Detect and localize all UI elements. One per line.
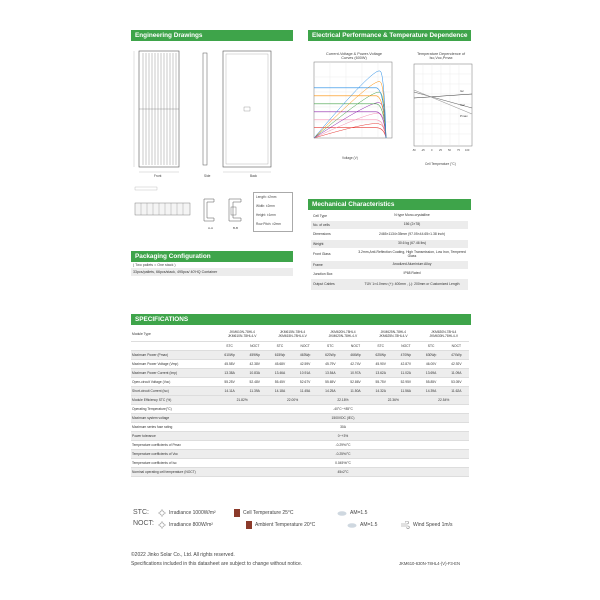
legend-am-noct: AM=1.5 [347, 522, 377, 528]
footer-copyright: ©2022 Jinko Solar Co., Ltd. All rights reserved. [131, 552, 235, 558]
xtick: 100 [465, 149, 470, 152]
spec-value-cell: 470Wp [393, 351, 418, 360]
spec-value-cell: 30A [217, 423, 469, 432]
spec-value-cell: 10.97A [343, 369, 368, 378]
spec-value-cell: 459Wp [242, 351, 267, 360]
legend-irradiance-1000: Irradiance 1000W/m² [158, 509, 216, 517]
side-label: Side [204, 174, 211, 178]
chart-right-xlabel: Cell Temperature (°C) [425, 162, 456, 166]
back-view-drawing [223, 51, 271, 172]
spec-value-cell: -0.25%/°C [217, 450, 469, 459]
wind-icon [400, 521, 410, 529]
spec-value-cell: 13.69A [419, 369, 444, 378]
footer-document-code: JKM610-630N-78HL4-(V)-F3-EN [399, 561, 460, 566]
spec-value-cell: 0~+3% [217, 432, 469, 441]
spec-label-cell: Temperature coefficients of Voc [131, 450, 217, 459]
model-name-v: JKM620N-78HL4-V [328, 334, 358, 338]
chart-left-xlabel: Voltage (V) [342, 156, 358, 160]
spec-value-cell: STC [368, 342, 393, 351]
tolerance-length: Length: ±2mm [256, 195, 277, 199]
section-header-mechanical: Mechanical Characteristics [308, 199, 471, 210]
spec-label-cell: Temperature coefficients of Pmax [131, 441, 217, 450]
spec-header-row [131, 327, 469, 342]
spec-value-cell: 22.00% [267, 396, 317, 405]
mechanical-label: Front Glass [313, 252, 331, 256]
section-header-specifications: SPECIFICATIONS [131, 314, 471, 325]
cloud-icon [347, 522, 357, 528]
spec-label-cell: Maximum Power Current (Imp) [131, 369, 217, 378]
section-header-packaging: Packaging Configuration [131, 251, 293, 262]
spec-value-cell: 42.87V [393, 360, 418, 369]
mechanical-value: 3.2mm,Anti-Reflection Coating, High Transmission, Low Iron, Tempered Glass [358, 249, 466, 258]
spec-value-cell: 10.83A [242, 369, 267, 378]
back-label: Back [250, 174, 258, 178]
sun-icon [158, 509, 166, 517]
spec-value-cell: 45.90V [368, 360, 393, 369]
mechanical-row [311, 230, 468, 239]
spec-value-cell: 13.54A [318, 369, 343, 378]
spec-value-cell: STC [318, 342, 343, 351]
spec-label-cell: Maximum series fuse rating [131, 423, 217, 432]
mechanical-label: No. of cells [313, 223, 330, 227]
tolerance-width: Width: ±2mm [256, 204, 275, 208]
spec-row [131, 414, 469, 423]
spec-value-cell: STC [267, 342, 292, 351]
svg-text:A-A: A-A [208, 226, 214, 230]
spec-value-cell: 474Wp [444, 351, 469, 360]
spec-value-cell: 53.05V [444, 378, 469, 387]
spec-value-cell: 52.95V [393, 378, 418, 387]
noct-label: NOCT: [133, 520, 154, 527]
spec-value-cell: 45±2°C [217, 468, 469, 477]
legend-am-stc: AM=1.5 [337, 510, 367, 516]
pmax-label: Pmax [460, 114, 468, 118]
spec-value-cell: 45.58V [217, 360, 242, 369]
mechanical-value: N type Mono-crystalline [394, 213, 430, 218]
spec-value-cell: 620Wp [318, 351, 343, 360]
legend-cell-temperature: Cell Temperature 25°C [234, 509, 294, 517]
spec-value-cell: 46.00V [419, 360, 444, 369]
spec-value-cell: 14.25A [318, 387, 343, 396]
spec-value-cell: 55.75V [368, 378, 393, 387]
model-name: JKM625N-78HL4 [380, 330, 406, 334]
spec-value-cell: NOCT [393, 342, 418, 351]
xtick: 50 [448, 149, 451, 152]
model-name: JKM620N-78HL4 [330, 330, 356, 334]
model-name-v: JKM610N-78HL4-V [227, 334, 257, 338]
spec-value-cell [419, 327, 470, 342]
model-name: JKM630N-78HL4 [431, 330, 457, 334]
spec-row [131, 387, 469, 396]
spec-value-cell: 22.36% [368, 396, 418, 405]
spec-row [131, 378, 469, 387]
spec-row [131, 468, 469, 477]
spec-value-cell: 52.48V [242, 378, 267, 387]
spec-value-cell: 1500VDC (IEC) [217, 414, 469, 423]
front-label: Front [154, 174, 162, 178]
spec-value-cell: 10.91A [293, 369, 318, 378]
spec-value-cell: 45.68V [267, 360, 292, 369]
tolerance-row-pitch: Row Pitch: ±2mm [256, 222, 281, 226]
legend-ambient-temperature: Ambient Temperature 20°C [246, 521, 315, 529]
spec-row [131, 360, 469, 369]
specifications-table [131, 327, 469, 477]
chart-right-title: Temperature Dependence of Isc,Voc,Pmax [416, 52, 466, 60]
spec-label-cell: Short-circuit Current (Isc) [131, 387, 217, 396]
spec-label-cell: Power tolerance [131, 432, 217, 441]
spec-value-cell: 55.25V [217, 378, 242, 387]
spec-value-cell: 13.46A [267, 369, 292, 378]
spec-label-cell [131, 342, 217, 351]
mechanical-row [311, 221, 468, 229]
spec-value-cell: NOCT [242, 342, 267, 351]
mechanical-value: 156 (2×78) [403, 222, 421, 227]
spec-value-cell: 0.045%/°C [217, 459, 469, 468]
spec-value-cell: 22.54% [419, 396, 470, 405]
section-header-engineering: Engineering Drawings [131, 30, 293, 41]
section-header-electrical: Electrical Performance & Temperature Dependence [308, 30, 471, 41]
front-view-drawing [134, 51, 179, 172]
voc-label: Voc [460, 103, 466, 107]
spec-row [131, 459, 469, 468]
tolerance-height: Height: ±1mm [256, 213, 276, 217]
spec-value-cell: 14.39A [419, 387, 444, 396]
spec-value-cell: 55.85V [419, 378, 444, 387]
svg-text:B-B: B-B [233, 226, 239, 230]
spec-label-cell: Open-circuit Voltage (Voc) [131, 378, 217, 387]
spec-value-cell: 11.62A [444, 387, 469, 396]
spec-label-cell: Module Type [131, 327, 217, 342]
spec-row [131, 432, 469, 441]
spec-value-cell [217, 327, 267, 342]
mechanical-row [311, 240, 468, 248]
spec-value-cell: -0.29%/°C [217, 441, 469, 450]
model-name-v: JKM625N-78HL4-V [379, 334, 408, 338]
spec-value-cell: 11.39A [242, 387, 267, 396]
thermometer-icon [234, 509, 240, 517]
spec-label-cell: Maximum Power (Pmax) [131, 351, 217, 360]
temperature-dependence-chart [408, 62, 474, 156]
spec-value-cell: 42.74V [343, 360, 368, 369]
mechanical-row [311, 212, 468, 220]
packaging-note: ( Two pallets = One stack ) [133, 263, 176, 267]
model-name-v: JKM630N-78HL4-V [429, 334, 459, 338]
spec-label-cell: Temperature coefficients of Isc [131, 459, 217, 468]
engineering-drawings [131, 45, 301, 195]
iv-pv-curves-chart [308, 60, 400, 152]
spec-value-cell: 625Wp [368, 351, 393, 360]
spec-value-cell: 13.62A [368, 369, 393, 378]
spec-label-cell: Maximum Power Voltage (Vmp) [131, 360, 217, 369]
isc-label: Isc [460, 89, 464, 93]
model-name: JKM610N-78HL4 [229, 330, 255, 334]
spec-row [131, 351, 469, 360]
spec-label-cell: Module Efficiency STC (%) [131, 396, 217, 405]
tolerance-box [253, 192, 293, 232]
spec-value-cell: 55.65V [318, 378, 343, 387]
xtick: 75 [457, 149, 460, 152]
xtick: -25 [421, 149, 425, 152]
xtick: -50 [412, 149, 416, 152]
packaging-line: 33pcs/pallets, 66pcs/stack, 495pcs/ 40'HQ Container [131, 268, 293, 276]
model-name: JKM615N-78HL4 [279, 330, 306, 334]
spec-value-cell: 630Wp [419, 351, 444, 360]
stc-label: STC: [133, 509, 149, 516]
spec-value-cell: 42.92V [444, 360, 469, 369]
mechanical-row [311, 279, 468, 290]
spec-value-cell: STC [419, 342, 444, 351]
spec-value-cell: 615Wp [267, 351, 292, 360]
mechanical-label: Dimensions [313, 232, 331, 236]
spec-label-cell: Nominal operating cell temperature (NOCT) [131, 468, 217, 477]
spec-value-cell: 42.38V [242, 360, 267, 369]
spec-value-cell: 11.02A [393, 369, 418, 378]
mechanical-label: Cell Type [313, 214, 328, 218]
chart-left-title: Current-Voltage & Power-Voltage Curves (600W) [326, 52, 382, 60]
mechanical-row [311, 249, 468, 260]
spec-value-cell: STC [217, 342, 242, 351]
spec-value-cell [318, 327, 368, 342]
spec-row [131, 423, 469, 432]
spec-value-cell: 11.50A [343, 387, 368, 396]
footer-notice: Specifications included in this datasheet are subject to change without notice. [131, 561, 303, 567]
mechanical-value: 30.6 kg (67.46 lbs) [397, 241, 427, 246]
spec-value-cell: 13.38A [217, 369, 242, 378]
spec-value-cell: 11.45A [293, 387, 318, 396]
spec-row [131, 396, 469, 405]
cloud-icon [337, 510, 347, 516]
spec-value-cell: -40°C~+85°C [217, 405, 469, 414]
spec-value-cell: 466Wp [343, 351, 368, 360]
spec-value-cell: NOCT [343, 342, 368, 351]
spec-value-cell: 55.45V [267, 378, 292, 387]
spec-value-cell: 463Wp [293, 351, 318, 360]
mechanical-value: 2465×1134×35mm (97.05×44.65×1.38 inch) [378, 231, 446, 236]
mechanical-value: TÜV 1×4.0mm² (+): 400mm , (-): 200mm or Customized Length [364, 281, 460, 286]
legend-irradiance-800: Irradiance 800W/m² [158, 521, 213, 529]
side-view-drawing [203, 53, 207, 165]
spec-label-cell: Operating Temperature(°C) [131, 405, 217, 414]
spec-value-cell: 11.09A [444, 369, 469, 378]
legend-wind-speed: Wind Speed 1m/s [400, 521, 452, 529]
spec-label-cell: Maximum system voltage [131, 414, 217, 423]
spec-value-cell: 52.67V [293, 378, 318, 387]
model-name-v: JKM615N-78HL4-V [278, 334, 307, 338]
spec-value-cell: 14.11A [217, 387, 242, 396]
mechanical-row [311, 261, 468, 269]
spec-row [131, 369, 469, 378]
spec-value-cell: 42.59V [293, 360, 318, 369]
spec-value-cell: NOCT [293, 342, 318, 351]
spec-value-cell [368, 327, 418, 342]
mechanical-value: IP68 Rated [403, 271, 421, 276]
mechanical-label: Junction Box [313, 272, 333, 276]
spec-value-cell [267, 327, 317, 342]
mechanical-label: Frame [313, 263, 323, 267]
mechanical-value: Anodized Aluminium Alloy [392, 262, 432, 267]
spec-value-cell: 14.32A [368, 387, 393, 396]
mechanical-label: Output Cables [313, 282, 335, 286]
spec-value-cell: 52.86V [343, 378, 368, 387]
sun-icon [158, 521, 166, 529]
xtick: 0 [431, 149, 433, 152]
mechanical-row [311, 270, 468, 278]
mechanical-label: Weight [313, 242, 324, 246]
xtick: 25 [439, 149, 442, 152]
spec-value-cell: 22.18% [318, 396, 368, 405]
spec-row [131, 405, 469, 414]
spec-value-cell: 21.82% [217, 396, 267, 405]
spec-value-cell: 610Wp [217, 351, 242, 360]
spec-value-cell: 45.79V [318, 360, 343, 369]
thermometer-icon [246, 521, 252, 529]
spec-value-cell: 11.56A [393, 387, 418, 396]
spec-value-cell: NOCT [444, 342, 469, 351]
spec-condition-row [131, 342, 469, 351]
spec-value-cell: 14.18A [267, 387, 292, 396]
spec-row [131, 450, 469, 459]
spec-row [131, 441, 469, 450]
